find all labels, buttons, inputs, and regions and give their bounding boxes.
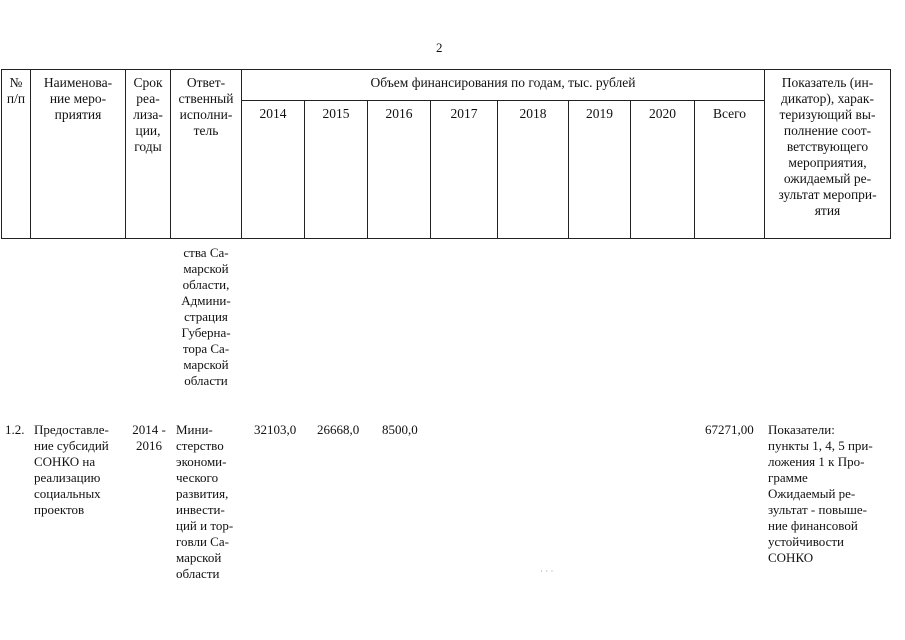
row-responsible: Мини- стерство экономи- ческого развития, инвести- ций и тор- говли Са- марской области <box>176 422 234 581</box>
header-name: Наименова- ние меро- приятия <box>43 75 113 122</box>
header-number: № п/п <box>6 75 26 106</box>
page-number: 2 <box>436 40 443 55</box>
row-value-2016: 8500,0 <box>382 422 418 437</box>
col-border-4 <box>241 69 242 239</box>
row-value-2015: 26668,0 <box>317 422 360 437</box>
header-year-2017: 2017 <box>450 106 478 121</box>
header-responsible: Ответ- ственный исполни- тель <box>178 75 234 138</box>
header-year-2018: 2018 <box>519 106 547 121</box>
row-indicator: Показатели: пункты 1, 4, 5 при- ложения 1 к Про- грамме Ожидаемый ре- зультат - повыше- ние финансовой устойчивости СОНКО <box>768 422 873 565</box>
header-total: Всего <box>712 106 747 121</box>
continuation-responsible: ства Са- марской области, Админи- страция Губерна- тора Са- марской области <box>181 245 231 388</box>
header-year-2014: 2014 <box>259 106 287 121</box>
row-value-2014: 32103,0 <box>254 422 297 437</box>
header-year-2015: 2015 <box>322 106 350 121</box>
header-bottom-border <box>1 238 891 239</box>
header-year-2016: 2016 <box>385 106 413 121</box>
row-value-total: 67271,00 <box>705 422 754 437</box>
row-number: 1.2. <box>5 422 25 437</box>
row-term: 2014 - 2016 <box>132 422 166 453</box>
header-year-2019: 2019 <box>586 106 613 121</box>
years-row-divider <box>241 100 764 101</box>
table-top-border <box>1 69 891 70</box>
header-term: Срок реа- лиза- ции, годы <box>133 75 163 154</box>
header-funding-title: Объем финансирования по годам, тыс. рублей <box>370 75 636 90</box>
col-border-13 <box>890 69 891 239</box>
header-year-2020: 2020 <box>649 106 676 121</box>
scan-mark-bottom: · · · <box>540 566 554 576</box>
row-name: Предоставле- ние субсидий СОНКО на реализацию социальных проектов <box>34 422 109 517</box>
header-indicator: Показатель (ин- дикатор), харак- теризующий вы- полнение соот- ветствующего мероприятия, ожидаемый ре- зультат меропри- ятия <box>778 75 877 218</box>
